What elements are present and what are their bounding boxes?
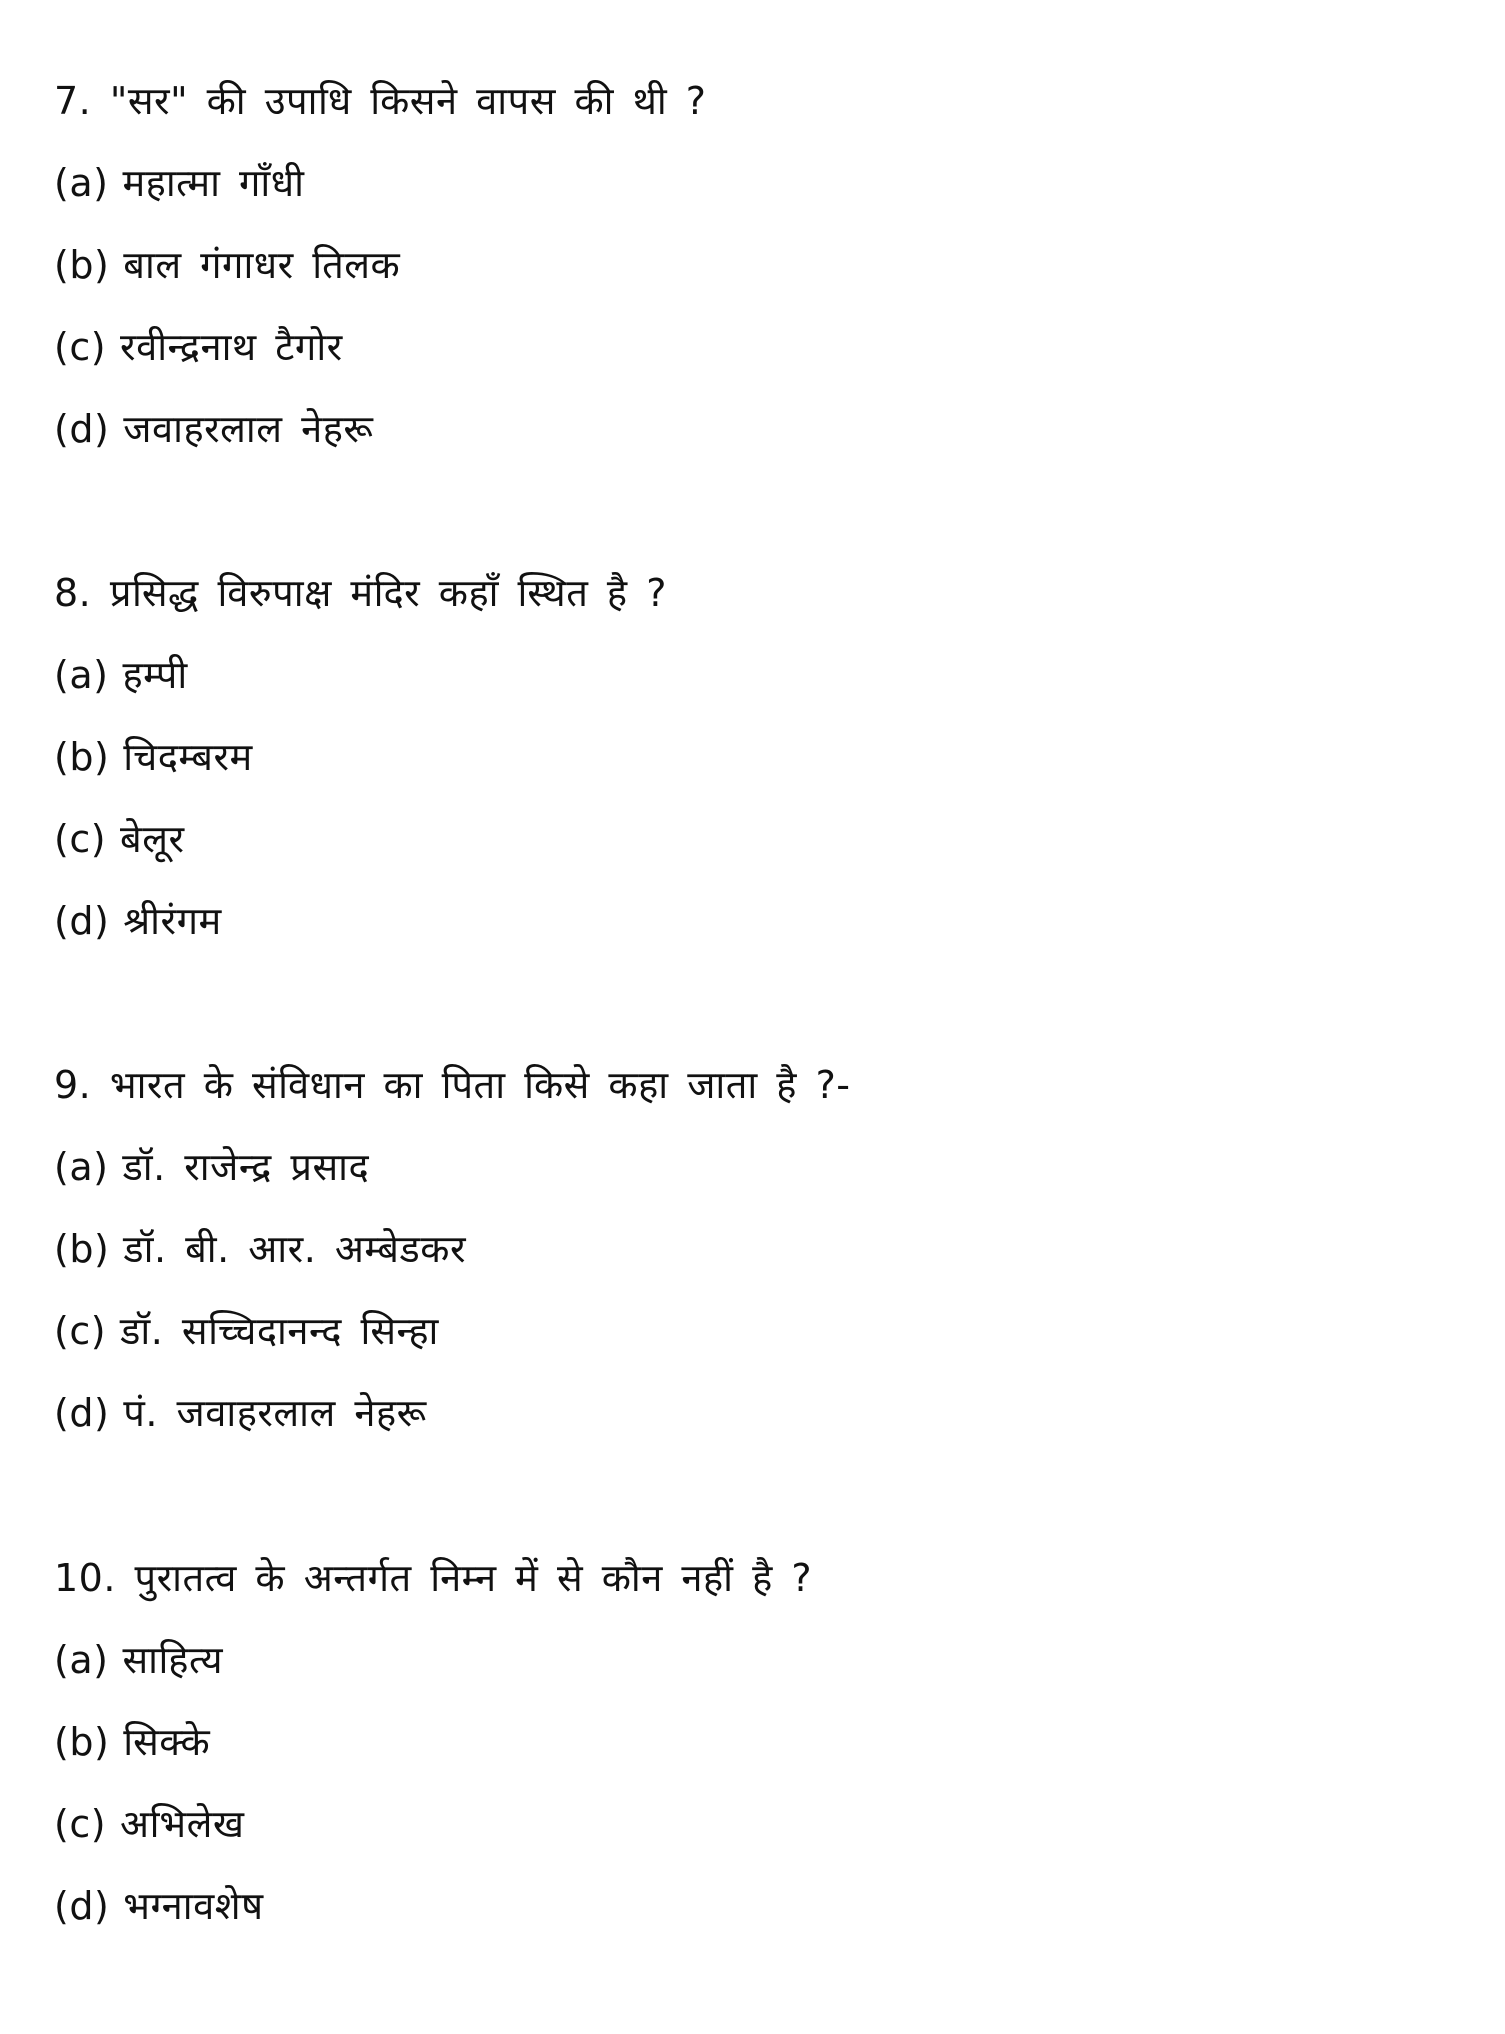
question-text — [54, 552, 1434, 634]
option-c — [54, 306, 1434, 388]
question-text — [54, 1537, 1434, 1619]
question-prompt: पुरातत्व के अन्तर्गत निम्न में से कौन नहीं है ? — [134, 1556, 813, 1600]
option-letter: (a) — [54, 1638, 109, 1682]
option-text: श्रीरंगम — [123, 899, 222, 943]
option-text: बेलूर — [120, 817, 185, 861]
question-8 — [54, 552, 1434, 962]
option-letter: (c) — [54, 1309, 107, 1353]
option-letter: (a) — [54, 653, 109, 697]
question-prompt: "सर" की उपाधि किसने वापस की थी ? — [109, 79, 707, 123]
option-b — [54, 1208, 1434, 1290]
option-letter: (a) — [54, 1145, 109, 1189]
question-text — [54, 1044, 1434, 1126]
question-prompt: प्रसिद्ध विरुपाक्ष मंदिर कहाँ स्थित है ? — [109, 571, 667, 615]
option-letter: (d) — [54, 1884, 110, 1928]
question-9 — [54, 1044, 1434, 1454]
option-text: चिदम्बरम — [123, 735, 253, 779]
question-text — [54, 60, 1434, 142]
option-c — [54, 1783, 1434, 1865]
option-d — [54, 1865, 1434, 1947]
question-prompt: भारत के संविधान का पिता किसे कहा जाता है ?- — [109, 1063, 851, 1107]
option-c — [54, 1290, 1434, 1372]
option-a — [54, 634, 1434, 716]
option-text: भग्नावशेष — [123, 1884, 264, 1928]
question-number: 8. — [54, 571, 92, 615]
option-text: हम्पी — [122, 653, 188, 697]
option-text: अभिलेख — [120, 1802, 245, 1846]
option-a — [54, 142, 1434, 224]
option-d — [54, 388, 1434, 470]
question-10 — [54, 1537, 1434, 1947]
option-letter: (d) — [54, 899, 110, 943]
option-letter: (b) — [54, 1227, 110, 1271]
option-a — [54, 1619, 1434, 1701]
option-d — [54, 880, 1434, 962]
option-a — [54, 1126, 1434, 1208]
option-d — [54, 1372, 1434, 1454]
option-text: डॉ. राजेन्द्र प्रसाद — [122, 1145, 370, 1189]
option-text: महात्मा गाँधी — [122, 161, 305, 205]
question-7 — [54, 60, 1434, 470]
option-text: बाल गंगाधर तिलक — [123, 243, 401, 287]
option-letter: (c) — [54, 817, 107, 861]
option-letter: (b) — [54, 735, 110, 779]
option-letter: (c) — [54, 325, 107, 369]
option-letter: (d) — [54, 407, 110, 451]
option-b — [54, 1701, 1434, 1783]
option-text: साहित्य — [122, 1638, 224, 1682]
option-text: सिक्के — [123, 1720, 211, 1764]
option-text: रवीन्द्रनाथ टैगोर — [120, 325, 343, 369]
option-text: डॉ. बी. आर. अम्बेडकर — [123, 1227, 466, 1271]
question-number: 9. — [54, 1063, 92, 1107]
option-b — [54, 716, 1434, 798]
option-b — [54, 224, 1434, 306]
option-letter: (c) — [54, 1802, 107, 1846]
option-text: जवाहरलाल नेहरू — [123, 407, 374, 451]
option-letter: (d) — [54, 1391, 110, 1435]
question-number: 7. — [54, 79, 92, 123]
option-text: पं. जवाहरलाल नेहरू — [123, 1391, 427, 1435]
option-letter: (b) — [54, 243, 110, 287]
option-c — [54, 798, 1434, 880]
question-number: 10. — [54, 1556, 116, 1600]
option-text: डॉ. सच्चिदानन्द सिन्हा — [120, 1309, 439, 1353]
option-letter: (a) — [54, 161, 109, 205]
option-letter: (b) — [54, 1720, 110, 1764]
